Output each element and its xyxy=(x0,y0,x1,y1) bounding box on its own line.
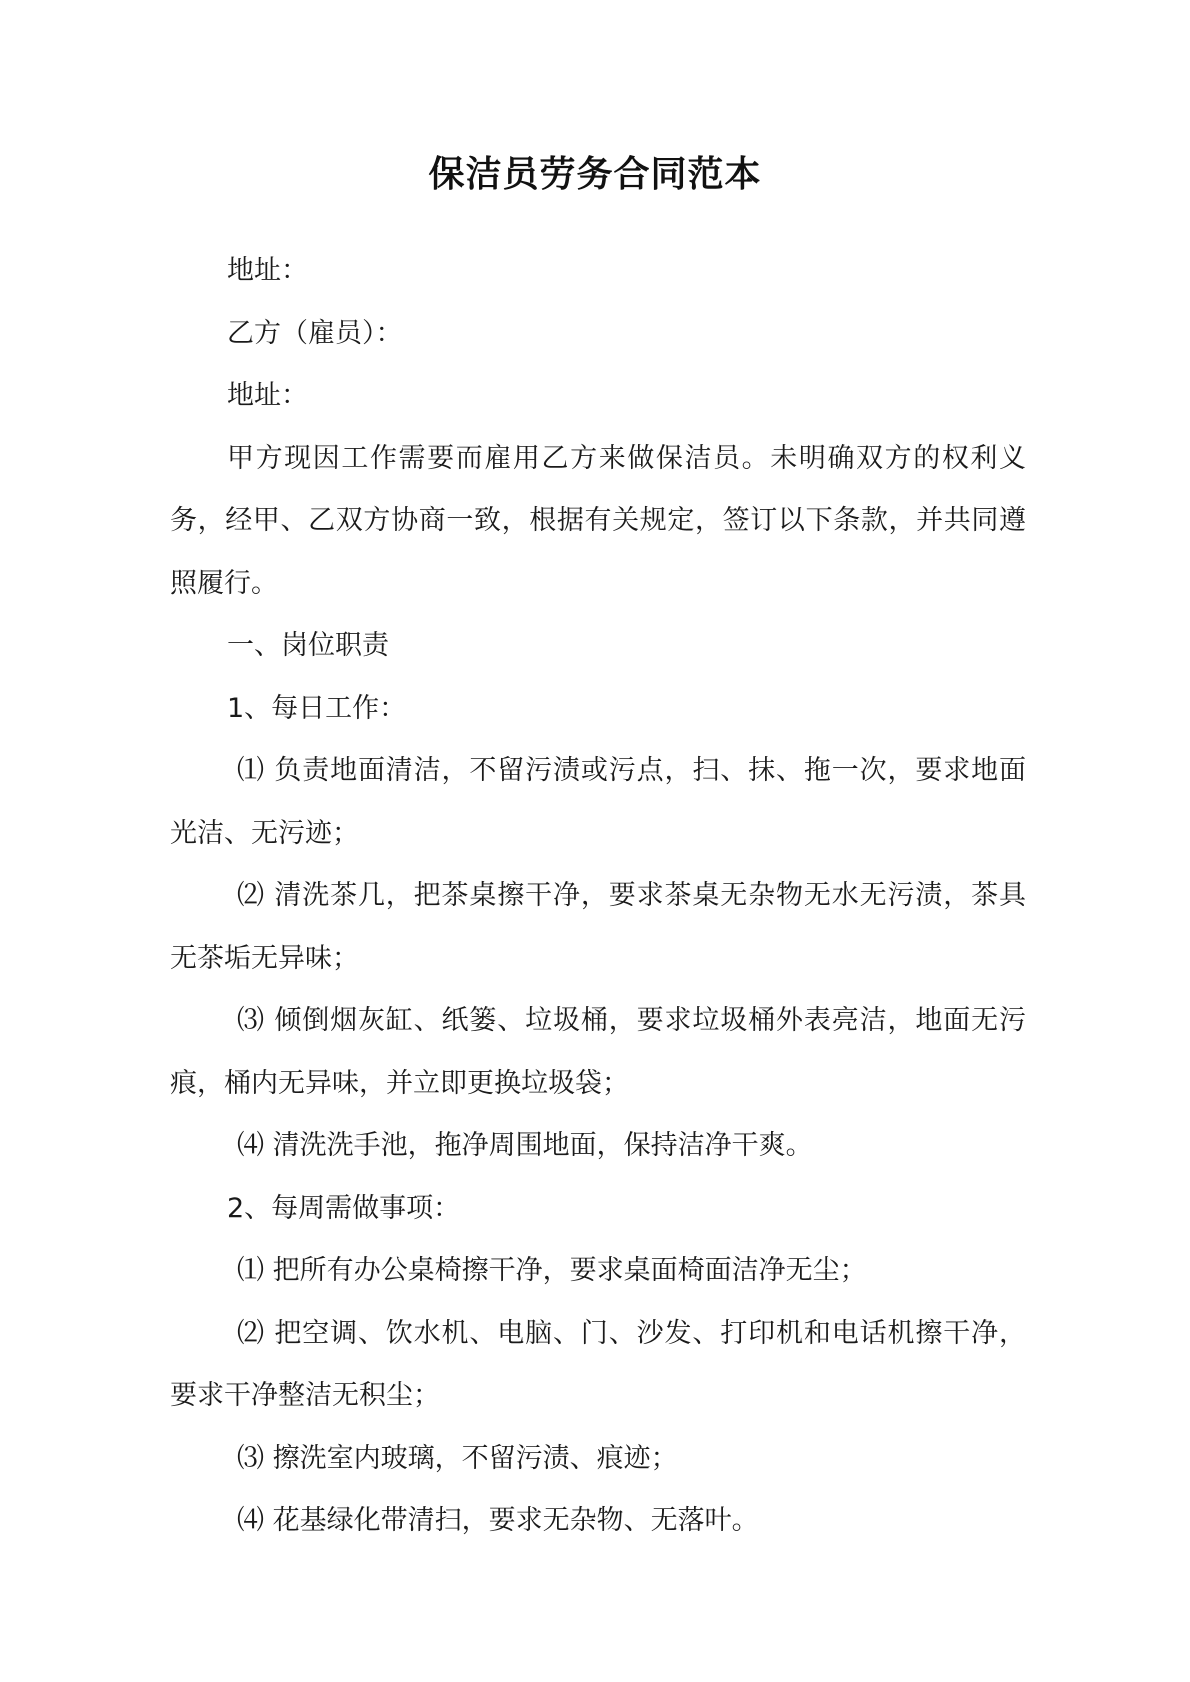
weekly-item-4: ⑷ 花基绿化带清扫，要求无杂物、无落叶。 xyxy=(237,1505,759,1536)
section-heading-duties: 一、岗位职责 xyxy=(227,630,389,661)
document-title: 保洁员劳务合同范本 xyxy=(428,154,762,195)
weekly-item-3: ⑶ 擦洗室内玻璃，不留污渍、痕迹； xyxy=(237,1442,678,1474)
daily-item-4: ⑷ 清洗洗手池，拖净周围地面，保持洁净干爽。 xyxy=(237,1130,813,1161)
party-b-address: 地址： xyxy=(227,380,308,411)
subsection-weekly-tasks: 2、每周需做事项： xyxy=(227,1192,461,1224)
weekly-item-2: ⑵ 把空调、饮水机、电脑、门、沙发、打印机和电话机擦干净，要求干净整洁无积尘； xyxy=(170,1317,1026,1411)
preamble-paragraph: 甲方现因工作需要而雇用乙方来做保洁员。未明确双方的权利义务，经甲、乙双方协商一致，根据有关规定，签订以下条款，并共同遵照履行。 xyxy=(170,442,1026,599)
document-body xyxy=(170,240,1026,1553)
daily-item-2: ⑵ 清洗茶几，把茶桌擦干净，要求茶桌无杂物无水无污渍，茶具无茶垢无异味； xyxy=(170,880,1026,974)
daily-item-1: ⑴ 负责地面清洁，不留污渍或污点，扫、抹、拖一次，要求地面光洁、无污迹； xyxy=(170,755,1026,849)
party-b-label: 乙方（雇员）： xyxy=(227,317,403,349)
daily-item-3: ⑶ 倾倒烟灰缸、纸篓、垃圾桶，要求垃圾桶外表亮洁，地面无污痕，桶内无异味，并立即更换垃圾袋； xyxy=(170,1005,1026,1099)
subsection-daily-work: 1、每日工作： xyxy=(227,692,407,724)
party-a-address: 地址： xyxy=(227,255,308,286)
weekly-item-1: ⑴ 把所有办公桌椅擦干净，要求桌面椅面洁净无尘； xyxy=(237,1255,867,1286)
